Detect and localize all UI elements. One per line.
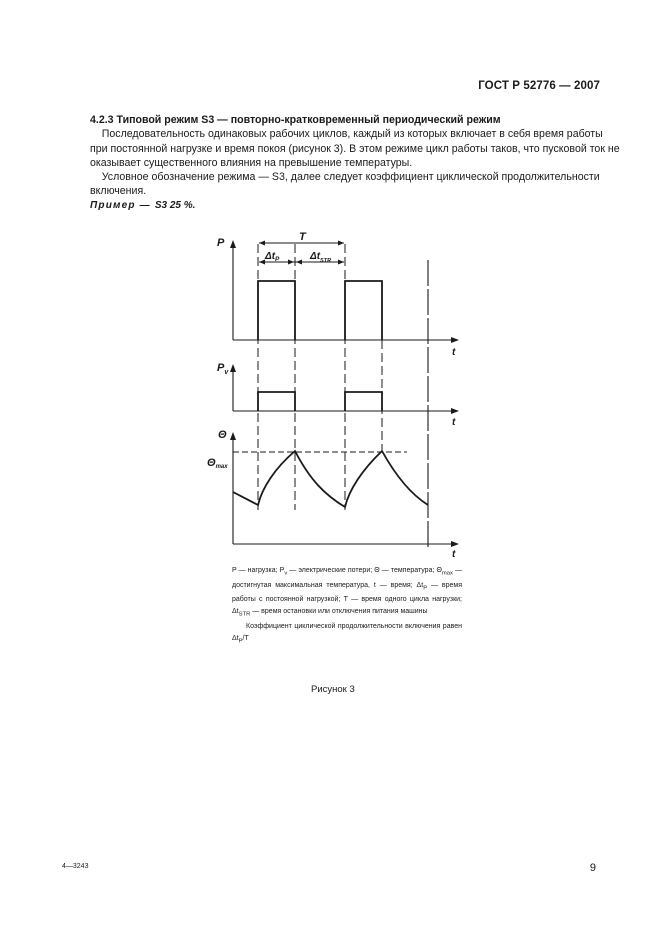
coefficient-text: Коэффициент циклической продолжительности включения равен $\Delta t_P/T$ bbox=[232, 622, 462, 645]
arrow-right bbox=[451, 541, 459, 547]
standard-header: ГОСТ Р 52776 — 2007 bbox=[478, 80, 600, 92]
arrow-right bbox=[288, 260, 294, 265]
arrow-right bbox=[451, 337, 459, 343]
arrow-left bbox=[259, 241, 265, 246]
arrow-right bbox=[451, 408, 459, 414]
arrow-right bbox=[338, 241, 344, 246]
loss-pulse bbox=[258, 392, 295, 411]
example-label: Пример — bbox=[90, 200, 151, 211]
theta-max-label: Θmax bbox=[207, 457, 228, 470]
figure-caption: Рисунок 3 bbox=[311, 684, 355, 695]
legend-text: P — нагрузка; $P_v$ — электрические потери; Θ — температура; $\Theta_{max}$ — достигнутая максимальная температура, t — время; $\Delta t_P$ — время работы с постоянной нагрузкой; T — время одного цикла нагрузки; $\Delta t_{STR}$ — время остановки или отключения питания машины bbox=[232, 567, 463, 618]
time-label: t bbox=[452, 549, 456, 560]
page-number: 9 bbox=[589, 862, 596, 874]
load-pulse bbox=[258, 281, 295, 340]
time-label: t bbox=[452, 417, 456, 428]
arrow-right bbox=[338, 260, 344, 265]
example-value: S3 25 %. bbox=[154, 200, 196, 211]
paragraph-line: оказывает существенного влияния на превышение температуры. bbox=[90, 156, 413, 169]
load-pulse bbox=[345, 281, 382, 340]
section-heading: 4.2.3 Типовой режим S3 — повторно-кратковременный периодический режим bbox=[90, 114, 501, 126]
loss-pulse bbox=[345, 392, 382, 411]
pv-axis-label: $P_v$ bbox=[217, 362, 229, 376]
theta-axis-label: Θ bbox=[218, 429, 227, 441]
arrow-up bbox=[230, 364, 236, 372]
temperature-curve bbox=[233, 451, 428, 507]
time-label: t bbox=[452, 347, 456, 358]
paragraph-line: Последовательность одинаковых рабочих циклов, каждый из которых включает в себя время работы bbox=[90, 128, 603, 141]
figure-legend bbox=[232, 565, 462, 648]
arrow-left bbox=[296, 260, 302, 265]
arrow-up bbox=[230, 240, 236, 248]
print-code: 4—3243 bbox=[62, 863, 89, 870]
dtstr-label: $\Delta t_{STR}$ bbox=[310, 251, 332, 264]
paragraph-line: при постоянной нагрузке и время покоя (рисунок 3). В этом режиме цикл работы таков, что пусковой ток не bbox=[90, 142, 620, 155]
dtp-label: $\Delta t_P$ bbox=[265, 251, 280, 263]
p-axis-label: P bbox=[217, 237, 225, 249]
arrow-up bbox=[230, 432, 236, 440]
paragraph-line: Условное обозначение режима — S3, далее следует коэффициент циклической продолжительности bbox=[90, 171, 600, 184]
period-label: T bbox=[299, 231, 306, 243]
paragraph-line: включения. bbox=[90, 185, 147, 198]
